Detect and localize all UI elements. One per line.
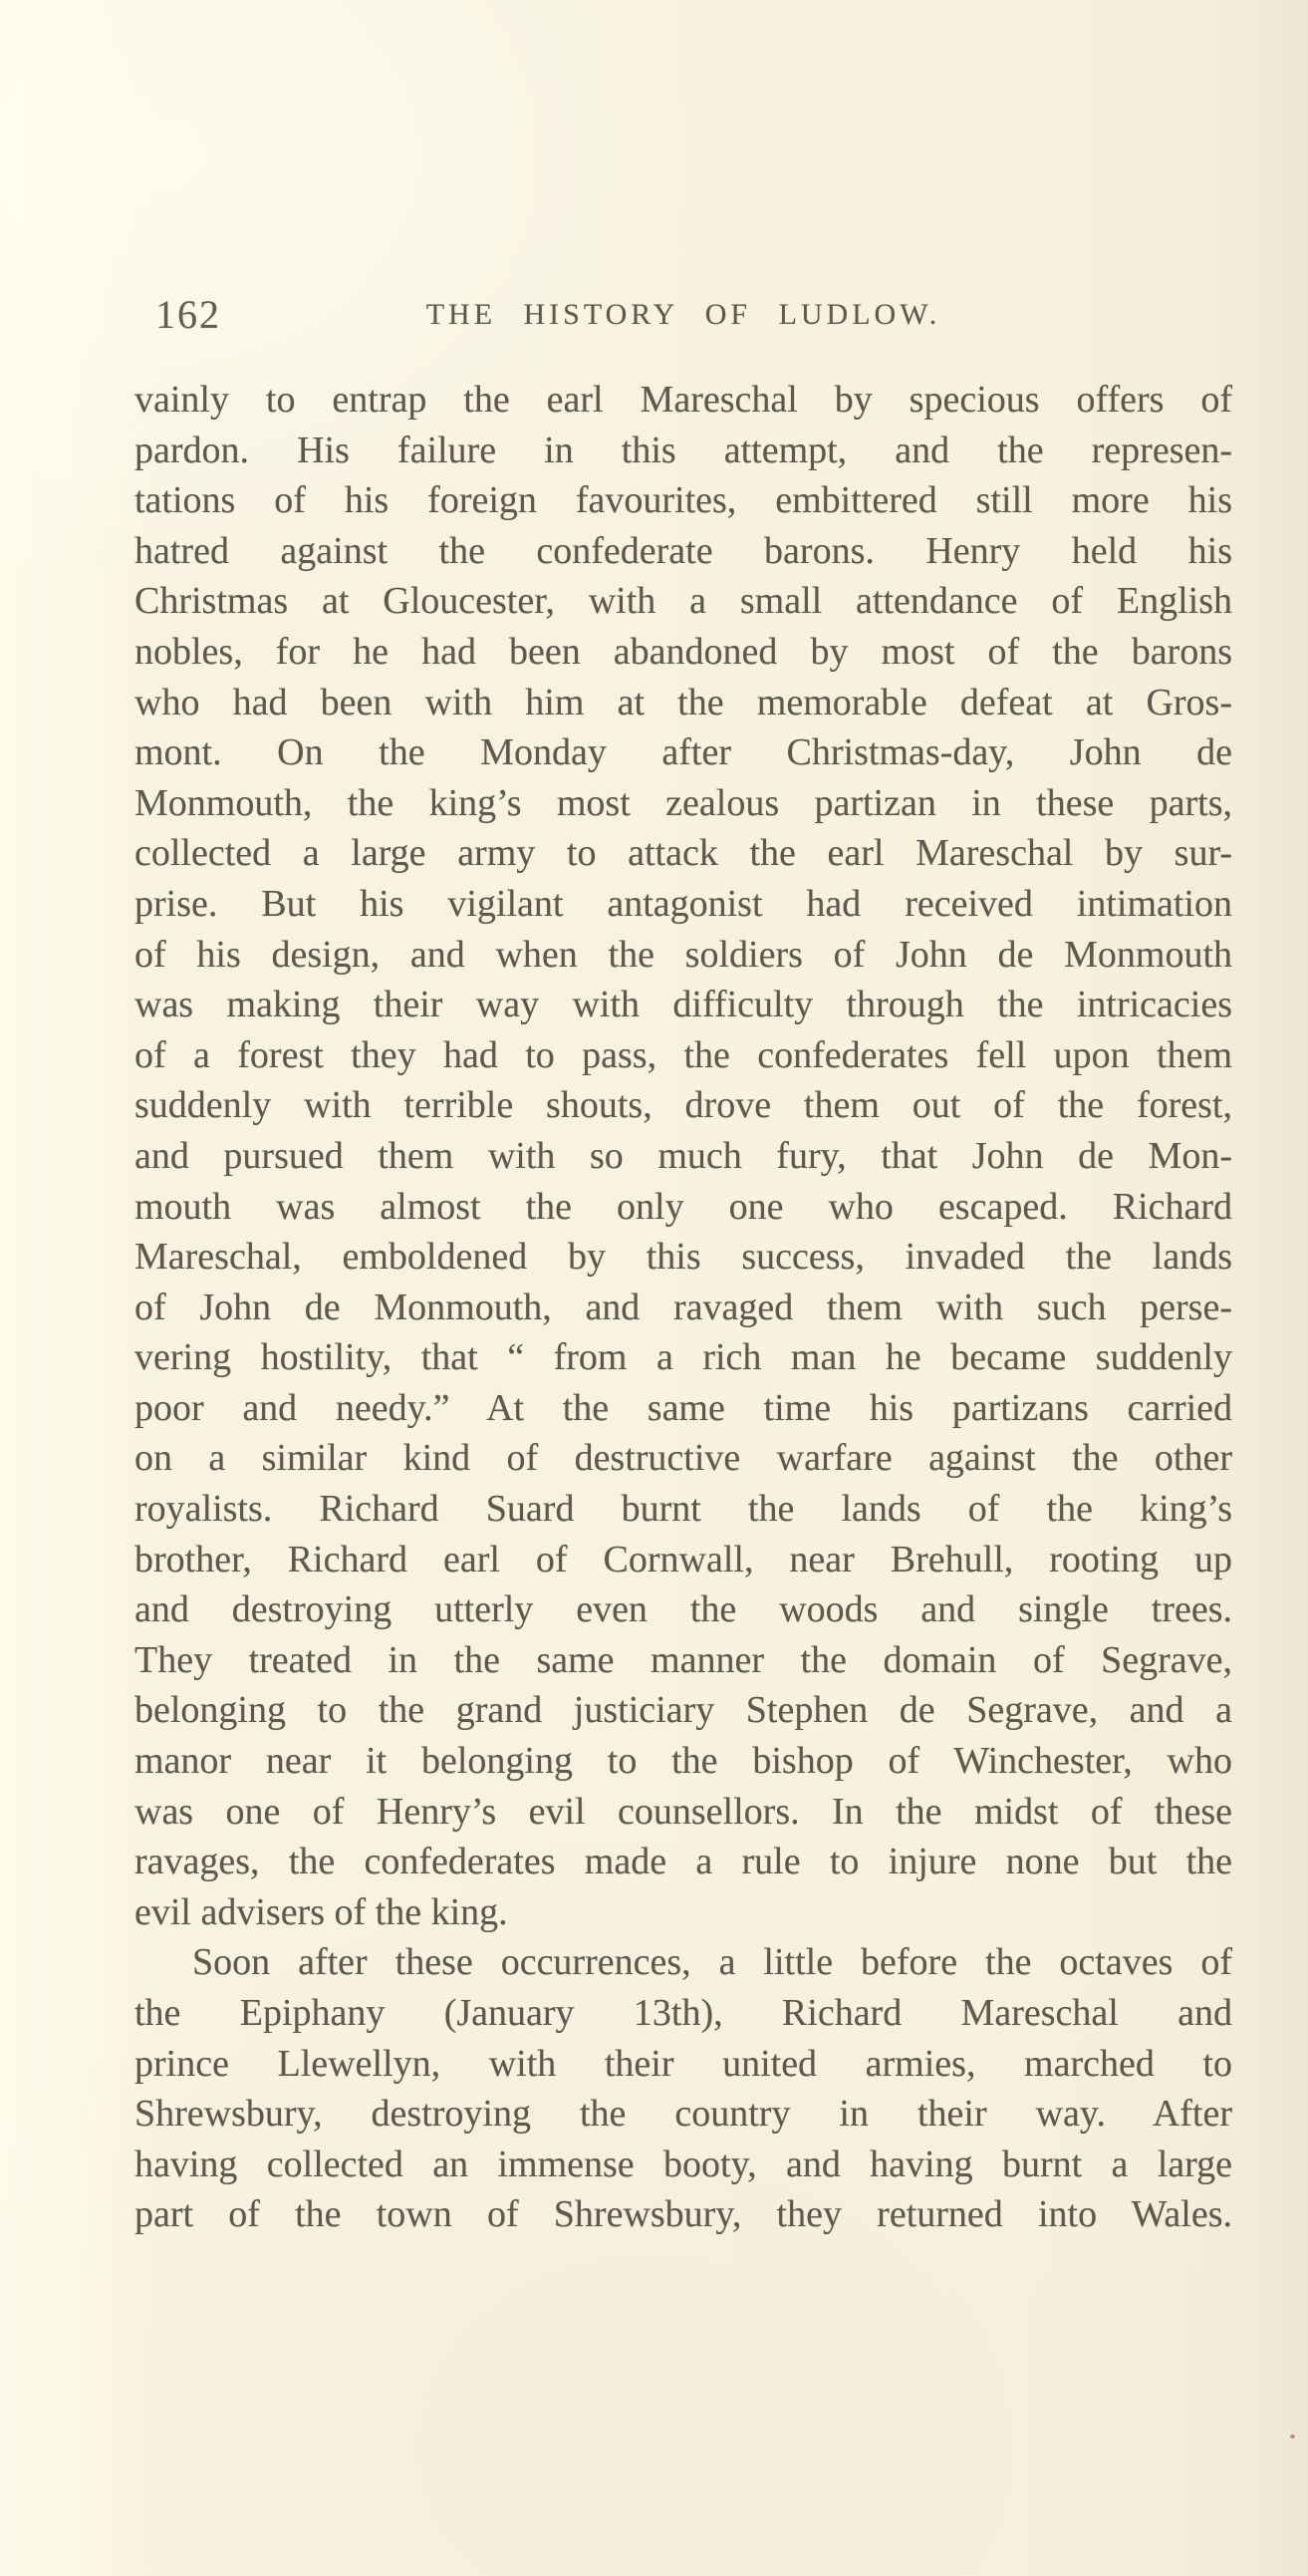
body-line-paragraph-start: Soon after these occurrences, a little before the octaves of xyxy=(192,1941,1232,1984)
body-line: having collected an immense booty, and having burnt a large xyxy=(134,2143,1232,2185)
body-line: manor near it belonging to the bishop of Winchester, who xyxy=(134,1740,1232,1783)
body-line: collected a large army to attack the earl Mareschal by sur- xyxy=(134,832,1232,875)
body-line: hatred against the confederate barons. Henry held his xyxy=(134,529,1232,572)
body-line: part of the town of Shrewsbury, they returned into Wales. xyxy=(134,2193,1232,2236)
body-line: Monmouth, the king’s most zealous partizan in these parts, xyxy=(134,781,1232,824)
body-line: brother, Richard earl of Cornwall, near Brehull, rooting up xyxy=(134,1538,1232,1580)
body-line: suddenly with terrible shouts, drove them out of the forest, xyxy=(134,1084,1232,1127)
body-line: mouth was almost the only one who escaped. Richard xyxy=(134,1185,1232,1228)
body-line: was making their way with difficulty through the intricacies xyxy=(134,984,1232,1026)
body-line: who had been with him at the memorable defeat at Gros- xyxy=(134,681,1232,723)
body-line: Mareschal, emboldened by this success, invaded the lands xyxy=(134,1236,1232,1279)
text-column xyxy=(134,375,1232,2240)
body-line: Shrewsbury, destroying the country in their way. After xyxy=(134,2093,1232,2136)
body-line: mont. On the Monday after Christmas-day, John de xyxy=(134,731,1232,774)
body-line: prise. But his vigilant antagonist had received intimation xyxy=(134,882,1232,925)
body-line: the Epiphany (January 13th), Richard Mareschal and xyxy=(134,1992,1232,2034)
body-line: of John de Monmouth, and ravaged them with such perse- xyxy=(134,1286,1232,1328)
body-line: nobles, for he had been abandoned by most of the barons xyxy=(134,630,1232,673)
body-line: of a forest they had to pass, the confederates fell upon them xyxy=(134,1033,1232,1076)
body-line: vainly to entrap the earl Mareschal by specious offers of xyxy=(134,379,1232,421)
body-line: pardon. His failure in this attempt, and the represen- xyxy=(134,429,1232,471)
body-line: vering hostility, that “ from a rich man he became suddenly xyxy=(134,1336,1232,1379)
running-title: THE HISTORY OF LUDLOW. xyxy=(425,298,941,331)
body-line: was one of Henry’s evil counsellors. In the midst of these xyxy=(134,1790,1232,1833)
body-line: and destroying utterly even the woods and single trees. xyxy=(134,1588,1232,1631)
body-line: poor and needy.” At the same time his partizans carried xyxy=(134,1386,1232,1429)
body-line-paragraph-end: evil advisers of the king. xyxy=(134,1890,508,1933)
body-line: royalists. Richard Suard burnt the lands of the king’s xyxy=(134,1488,1232,1531)
body-line: Christmas at Gloucester, with a small attendance of English xyxy=(134,580,1232,623)
body-line: belonging to the grand justiciary Stephen de Segrave, and a xyxy=(134,1689,1232,1732)
body-line: prince Llewellyn, with their united armies, marched to xyxy=(134,2042,1232,2085)
paper-speck xyxy=(1290,2434,1295,2438)
body-line: of his design, and when the soldiers of John de Monmouth xyxy=(134,933,1232,976)
body-line: ravages, the confederates made a rule to injure none but the xyxy=(134,1841,1232,1883)
body-line: They treated in the same manner the domain of Segrave, xyxy=(134,1638,1232,1681)
page-number: 162 xyxy=(155,292,221,337)
body-line: tations of his foreign favourites, embittered still more his xyxy=(134,479,1232,522)
body-line: and pursued them with so much fury, that John de Mon- xyxy=(134,1134,1232,1177)
body-line: on a similar kind of destructive warfare against the other xyxy=(134,1437,1232,1480)
